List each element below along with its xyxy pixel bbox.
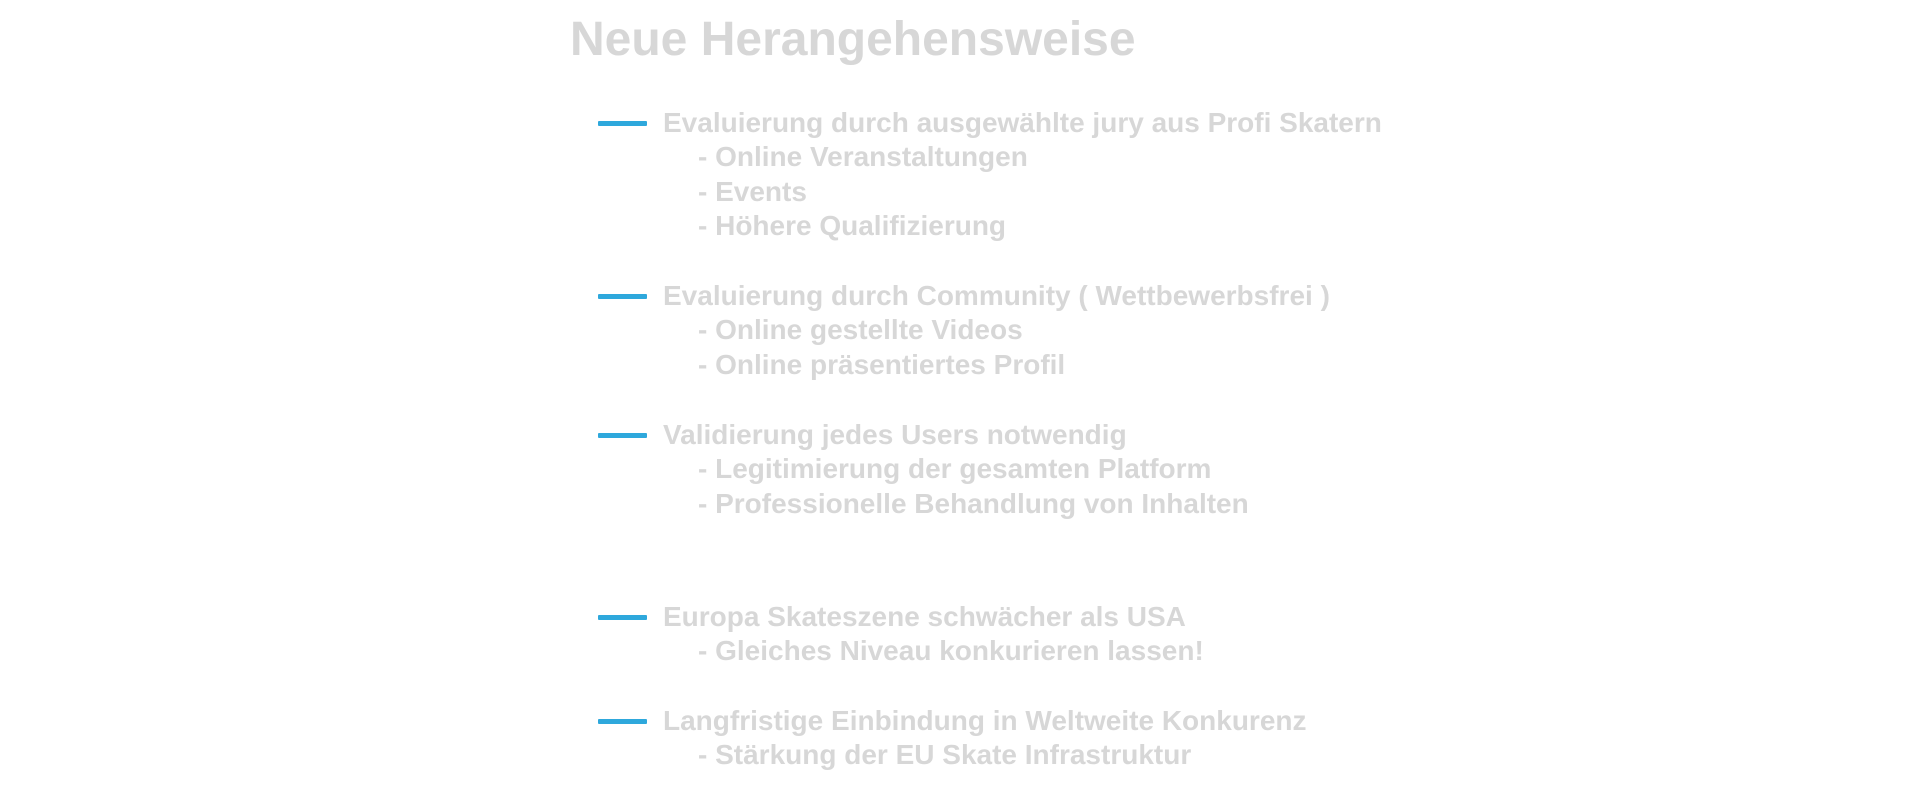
dash-bullet-icon — [598, 719, 647, 724]
bullet-heading: Validierung jedes Users notwendig — [663, 419, 1127, 450]
bullet-heading: Evaluierung durch Community ( Wettbewerbsfrei ) — [663, 280, 1330, 311]
bullet-heading: Europa Skateszene schwächer als USA — [663, 601, 1186, 632]
sub-list — [698, 140, 1028, 244]
bullet-heading: Langfristige Einbindung in Weltweite Konkurenz — [663, 705, 1307, 736]
sub-item: - Online präsentiertes Profil — [698, 348, 1066, 380]
sub-list — [698, 738, 1191, 773]
page-title: Neue Herangehensweise — [570, 13, 1136, 66]
sub-item: - Höhere Qualifizierung — [698, 210, 1007, 241]
sub-item: - Gleiches Niveau konkurieren lassen! — [698, 635, 1204, 666]
sub-list — [698, 452, 1249, 521]
sub-list — [698, 634, 1204, 669]
sub-list — [698, 313, 1065, 382]
dash-bullet-icon — [598, 121, 647, 126]
sub-item: - Professionelle Behandlung von Inhalten — [698, 487, 1249, 519]
bullet-heading: Evaluierung durch ausgewählte jury aus Profi Skatern — [663, 107, 1382, 138]
sub-item: - Events — [698, 175, 807, 207]
dash-bullet-icon — [598, 294, 647, 299]
sub-item: - Legitimierung der gesamten Platform — [698, 453, 1212, 484]
sub-item: - Online Veranstaltungen — [698, 141, 1028, 172]
sub-item: - Online gestellte Videos — [698, 314, 1023, 345]
dash-bullet-icon — [598, 615, 647, 620]
sub-item: - Stärkung der EU Skate Infrastruktur — [698, 739, 1192, 770]
dash-bullet-icon — [598, 433, 647, 438]
